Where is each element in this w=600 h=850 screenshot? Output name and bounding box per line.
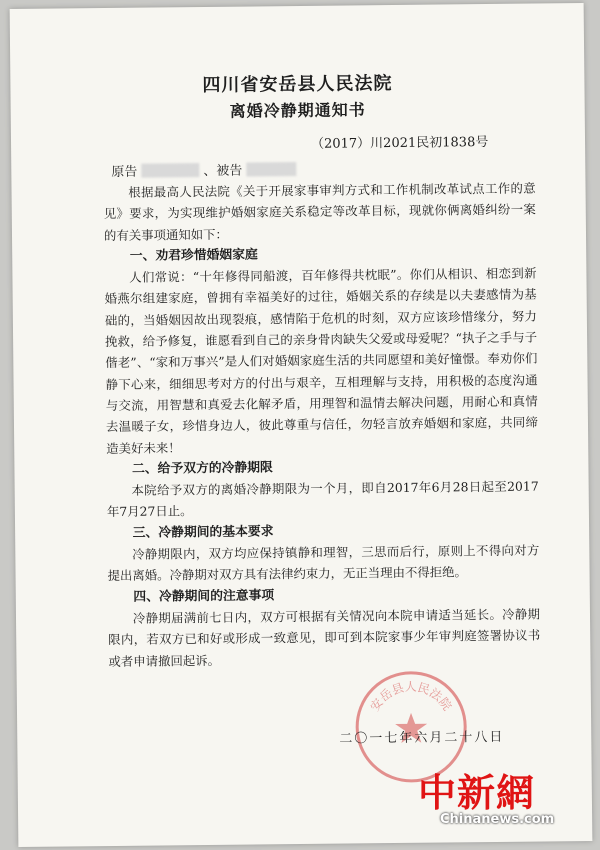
- defendant-label: 、被告: [203, 163, 243, 180]
- section-1-heading: 一、劝君珍惜婚姻家庭: [129, 247, 258, 264]
- seal-text: 安岳县人民法院: [367, 679, 455, 714]
- section-2-paragraph: 本院给予双方的离婚冷静期限为一个月，即自2017年6月28日起至2017年7月27日止。: [106, 478, 539, 520]
- section-3-heading: 三、冷静期间的基本要求: [132, 524, 274, 541]
- notice-document: [10, 3, 593, 847]
- section-4-heading: 四、冷静期间的注意事项: [133, 587, 275, 605]
- redacted-defendant-name: [246, 162, 296, 177]
- watermark-logo: 中新網: [418, 771, 536, 815]
- issue-date: 二〇一七年六月二十八日: [339, 729, 505, 747]
- redacted-plaintiff-name: [141, 163, 199, 178]
- section-4-paragraph: 冷静期届满前七日内，双方可根据有关情况向本院申请适当延长。冷静期限内，若双方已和好或形成一致意见，即可到本院家事少年审判庭签署协议书或者申请撤回起诉。: [108, 606, 541, 669]
- section-2-heading: 二、给予双方的冷静期限: [131, 460, 273, 477]
- document-title: 离婚冷静期通知书: [229, 100, 366, 121]
- court-name: 四川省安岳县人民法院: [202, 73, 393, 97]
- watermark-site: Chinanews.com: [440, 812, 555, 827]
- section-1-paragraph: 人们常说：“十年修得同船渡，百年修得共枕眠”。你们从相识、相恋到新婚燕尔组建家庭，曾拥有幸福美好的过往，婚姻关系的存续是以夫妻感情为基础的，当婚姻因故出现裂痕，感情陷于危机的时刻，双方应该珍惜缘分，努力挽救，给予修复，谁愿看到自己的亲身骨肉缺失父爱或母爱呢？“执子之手与子偕老”、“家和万事兴”是人们对婚姻家庭生活的共同愿望和美好憧憬。奉劝你们静下心来，细细思考对方的付出与艰辛，互相理解与支持，用积极的态度沟通与交流，用智慧和真爱去化解矛盾，用理智和温情去解决问题，用耐心和真情去温暖子女，珍惜身边人，彼此尊重与信任，勿轻言放弃婚姻和家庭，共同缔造美好未来！: [104, 265, 539, 456]
- section-3-paragraph: 冷静期限内，双方均应保持镇静和理智，三思而后行，原则上不得向对方提出离婚。冷静期对双方具有法律约束力，无正当理由不得拒绝。: [107, 542, 540, 584]
- case-number: （2017）川2021民初1838号: [310, 135, 489, 152]
- intro-paragraph: 根据最高人民法院《关于开展家事审判方式和工作机制改革试点工作的意见》要求，为实现维护婚姻家庭关系稳定等改革目标，现就你俩离婚纠纷一案的有关事项通知如下：: [103, 180, 536, 243]
- plaintiff-label: 原告: [111, 164, 138, 180]
- parties-line: [111, 159, 300, 180]
- notice-body: [103, 178, 540, 672]
